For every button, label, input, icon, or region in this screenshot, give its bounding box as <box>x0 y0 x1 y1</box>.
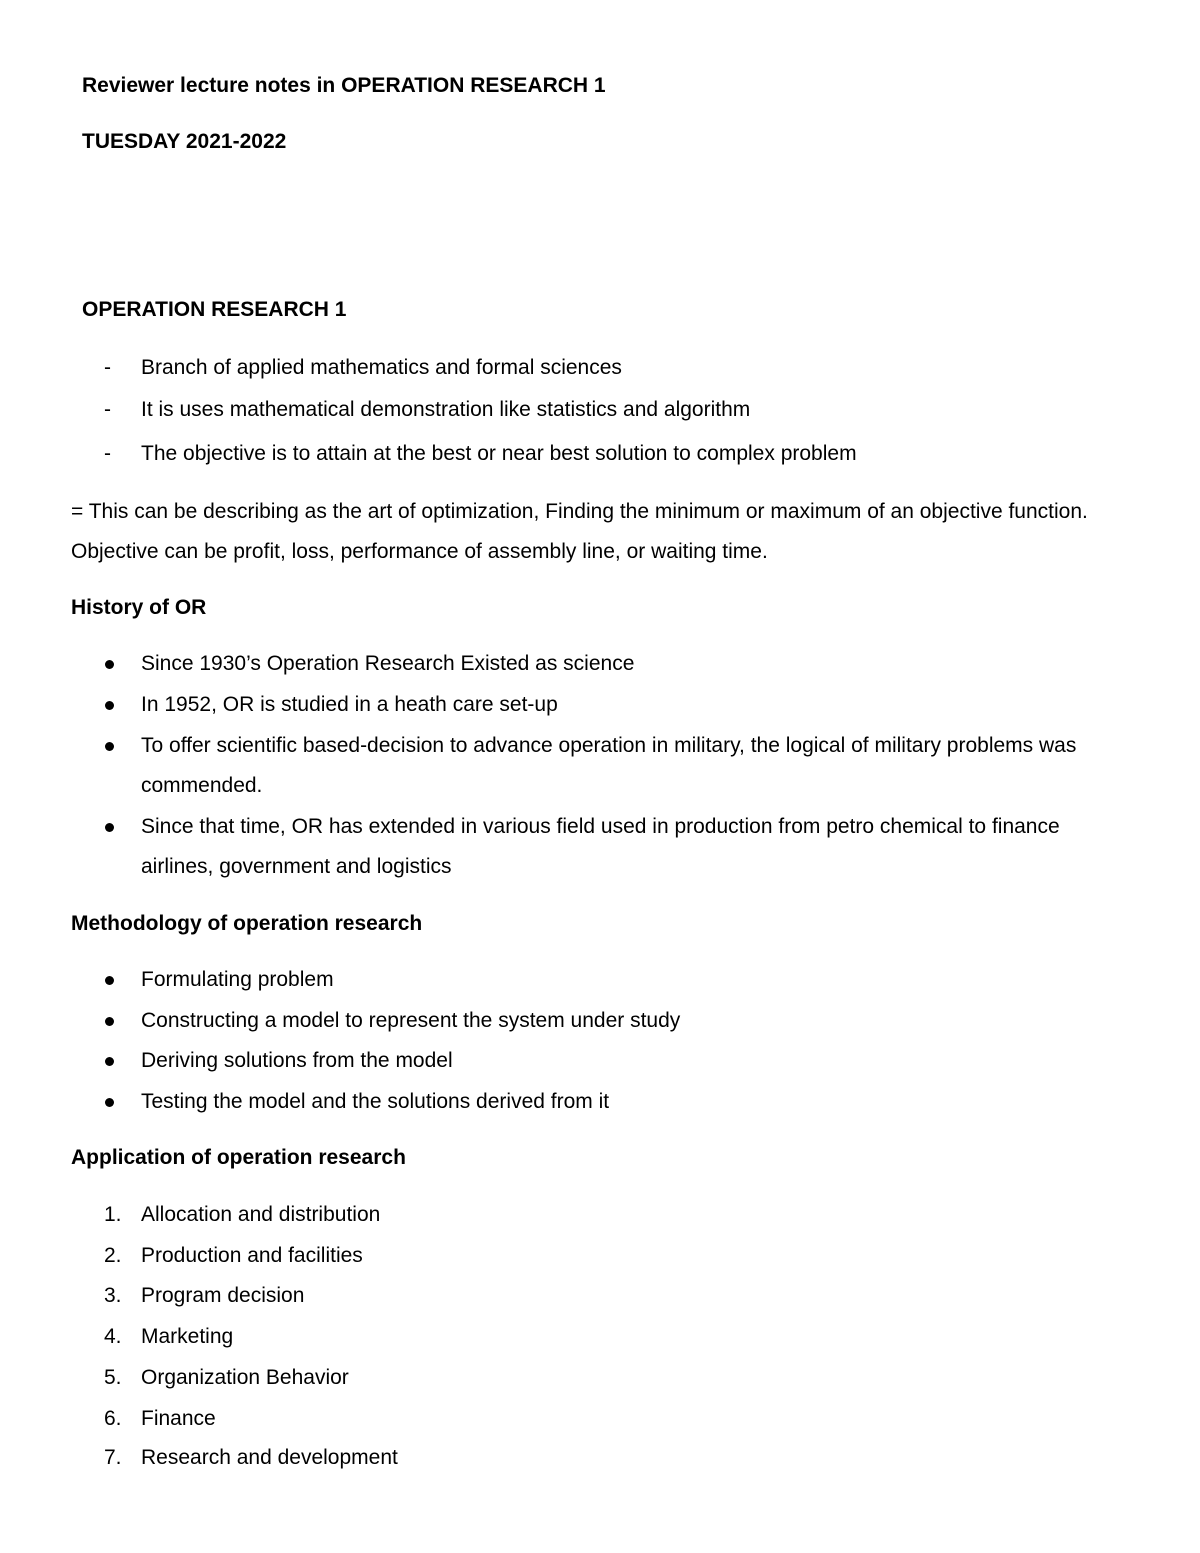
bullet-icon <box>105 1057 114 1066</box>
bullet-icon <box>105 823 114 832</box>
bullet-icon <box>105 976 114 985</box>
dash-marker: - <box>104 442 111 465</box>
bullet-icon <box>105 660 114 669</box>
list-item: Branch of applied mathematics and formal sciences <box>141 356 622 379</box>
list-item: Formulating problem <box>141 968 334 991</box>
list-item: Deriving solutions from the model <box>141 1049 453 1072</box>
list-item: Marketing <box>141 1325 234 1348</box>
list-number: 3. <box>104 1284 122 1307</box>
list-item: Finance <box>141 1407 216 1430</box>
list-item: Since that time, OR has extended in various field used in production from petro chemical to finance airlines, government and logistics <box>141 815 1060 878</box>
bullet-icon <box>105 701 114 710</box>
optimization-note: = This can be describing as the art of optimization, Finding the minimum or maximum of an objective function. Objective can be profit, loss, performance of assembly line, or waiting time. <box>71 500 1088 563</box>
list-item: Testing the model and the solutions derived from it <box>141 1090 610 1113</box>
section-heading-history: History of OR <box>71 596 207 619</box>
list-item: Organization Behavior <box>141 1366 349 1389</box>
bullet-icon <box>105 1098 114 1107</box>
list-number: 5. <box>104 1366 122 1389</box>
list-item: Since 1930’s Operation Research Existed as science <box>141 652 635 675</box>
section-heading-operation-research: OPERATION RESEARCH 1 <box>82 298 347 321</box>
list-item: In 1952, OR is studied in a heath care set-up <box>141 693 558 716</box>
list-item: Research and development <box>141 1446 398 1469</box>
bullet-icon <box>105 742 114 751</box>
list-item: To offer scientific based-decision to advance operation in military, the logical of military problems was commended. <box>141 734 1077 797</box>
list-number: 6. <box>104 1407 122 1430</box>
list-item: Constructing a model to represent the system under study <box>141 1009 681 1032</box>
dash-marker: - <box>104 398 111 421</box>
list-item: It is uses mathematical demonstration like statistics and algorithm <box>141 398 751 421</box>
list-number: 7. <box>104 1446 122 1469</box>
list-number: 4. <box>104 1325 122 1348</box>
list-number: 1. <box>104 1203 122 1226</box>
document-subtitle: TUESDAY 2021-2022 <box>82 130 287 153</box>
list-item: Production and facilities <box>141 1244 363 1267</box>
list-item: The objective is to attain at the best or near best solution to complex problem <box>141 442 857 465</box>
section-heading-application: Application of operation research <box>71 1146 406 1169</box>
dash-marker: - <box>104 356 111 379</box>
bullet-icon <box>105 1017 114 1026</box>
list-item: Program decision <box>141 1284 305 1307</box>
section-heading-methodology: Methodology of operation research <box>71 912 423 935</box>
list-item: Allocation and distribution <box>141 1203 381 1226</box>
list-number: 2. <box>104 1244 122 1267</box>
document-title: Reviewer lecture notes in OPERATION RESEARCH 1 <box>82 74 606 97</box>
